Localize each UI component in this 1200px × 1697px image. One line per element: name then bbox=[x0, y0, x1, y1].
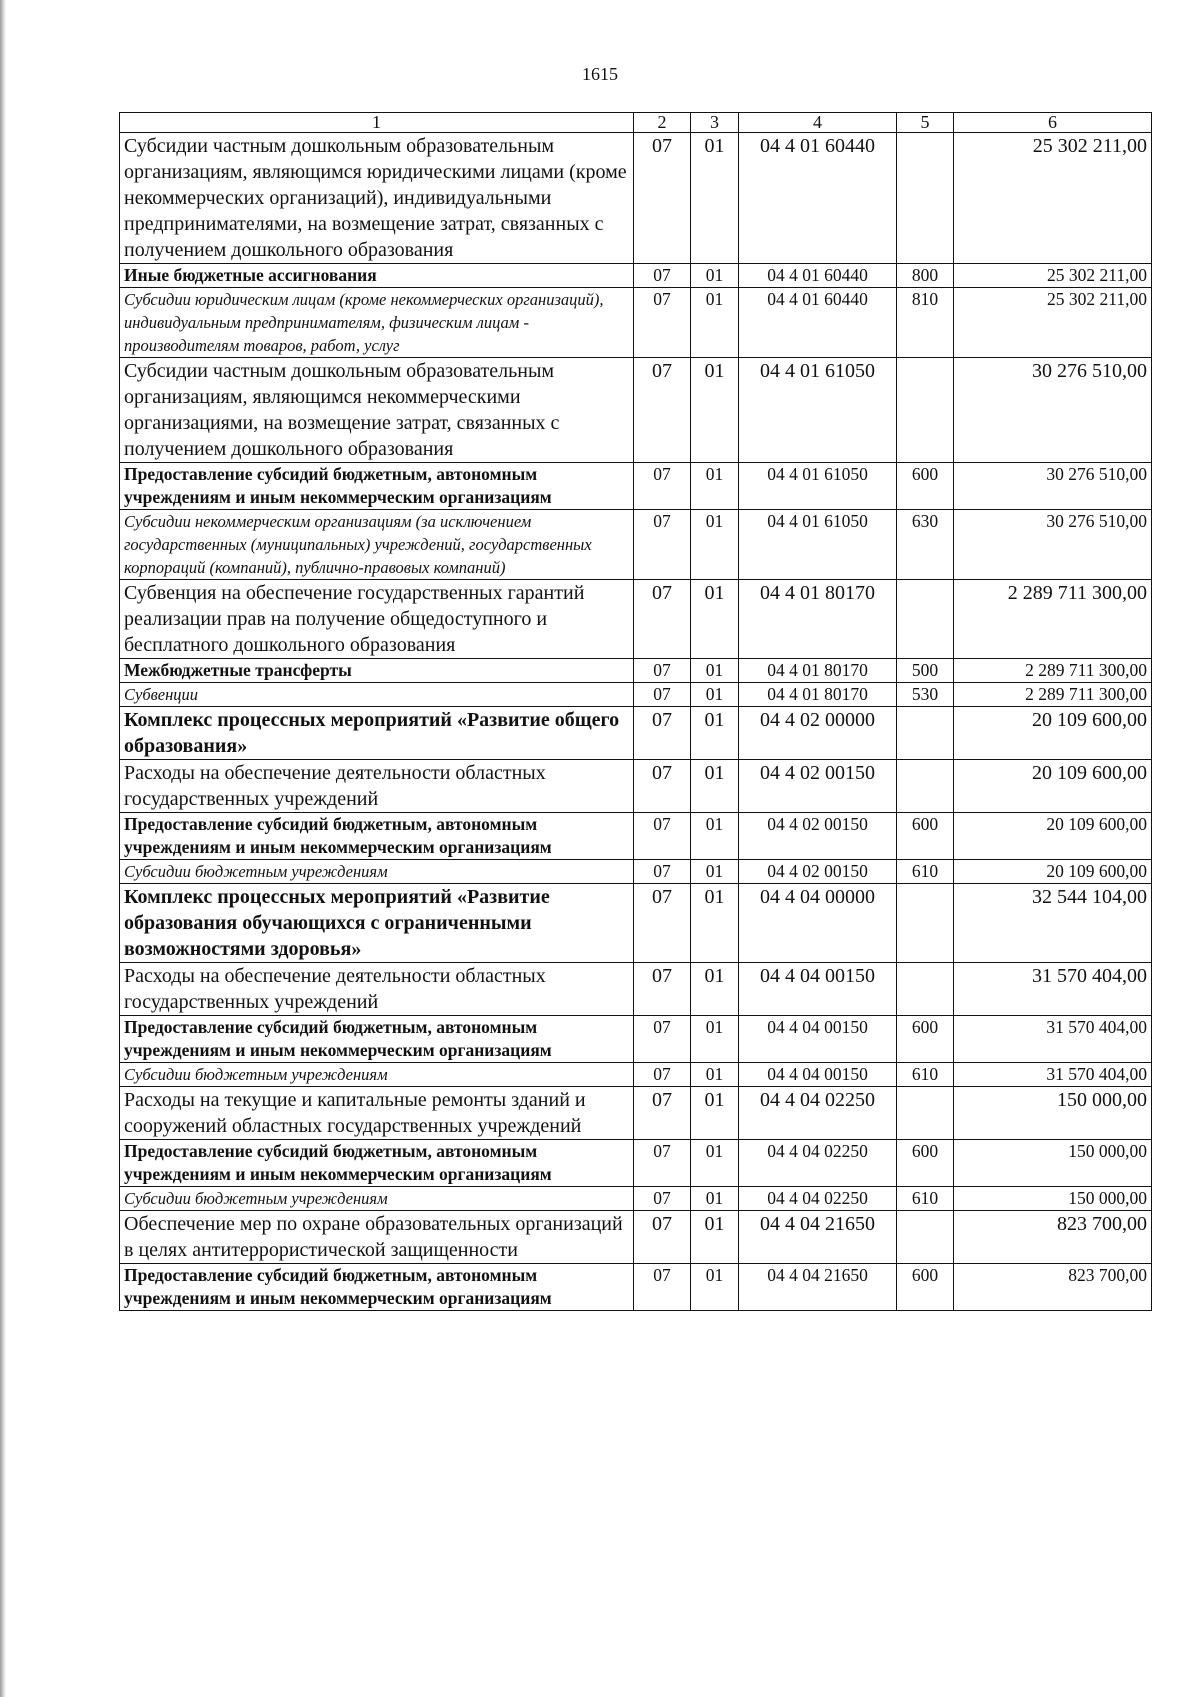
row-name-cell: Предоставление субсидий бюджетным, автономным учреждениям и иным некоммерческим организациям bbox=[120, 1016, 634, 1063]
row-subsection-cell: 01 bbox=[691, 884, 739, 963]
table-header-row bbox=[120, 113, 1152, 133]
row-amount-cell: 150 000,00 bbox=[954, 1140, 1152, 1187]
row-amount-cell: 25 302 211,00 bbox=[954, 288, 1152, 358]
row-expense-type-cell: 610 bbox=[897, 1063, 954, 1087]
row-amount-cell: 2 289 711 300,00 bbox=[954, 580, 1152, 659]
table-row bbox=[120, 1264, 1152, 1311]
table-row bbox=[120, 1140, 1152, 1187]
row-subsection-cell: 01 bbox=[691, 463, 739, 510]
table-row bbox=[120, 358, 1152, 463]
row-section-cell: 07 bbox=[634, 1087, 691, 1140]
row-subsection-cell: 01 bbox=[691, 1016, 739, 1063]
table-row bbox=[120, 963, 1152, 1016]
row-section-cell: 07 bbox=[634, 1211, 691, 1264]
row-amount-cell: 20 109 600,00 bbox=[954, 707, 1152, 760]
row-amount-cell: 31 570 404,00 bbox=[954, 1016, 1152, 1063]
row-section-cell: 07 bbox=[634, 760, 691, 813]
row-expense-type-cell bbox=[897, 884, 954, 963]
row-target-article-cell: 04 4 01 80170 bbox=[739, 580, 897, 659]
header-cell-pr: 3 bbox=[691, 113, 739, 133]
row-expense-type-cell: 810 bbox=[897, 288, 954, 358]
row-subsection-cell: 01 bbox=[691, 1211, 739, 1264]
row-amount-cell: 823 700,00 bbox=[954, 1211, 1152, 1264]
row-subsection-cell: 01 bbox=[691, 963, 739, 1016]
row-section-cell: 07 bbox=[634, 1187, 691, 1211]
row-section-cell: 07 bbox=[634, 1016, 691, 1063]
row-name-cell: Субсидии частным дошкольным образовательным организациям, являющимся некоммерческими организациями, на возмещение затрат, связанных с получением дошкольного образования bbox=[120, 358, 634, 463]
row-section-cell: 07 bbox=[634, 1264, 691, 1311]
row-expense-type-cell: 630 bbox=[897, 510, 954, 580]
row-subsection-cell: 01 bbox=[691, 813, 739, 860]
row-section-cell: 07 bbox=[634, 683, 691, 707]
table-row bbox=[120, 580, 1152, 659]
row-expense-type-cell: 600 bbox=[897, 463, 954, 510]
row-subsection-cell: 01 bbox=[691, 1264, 739, 1311]
row-expense-type-cell: 530 bbox=[897, 683, 954, 707]
row-section-cell: 07 bbox=[634, 884, 691, 963]
header-cell-name: 1 bbox=[120, 113, 634, 133]
row-name-cell: Субсидии бюджетным учреждениям bbox=[120, 860, 634, 884]
table-row bbox=[120, 1187, 1152, 1211]
row-subsection-cell: 01 bbox=[691, 1063, 739, 1087]
row-expense-type-cell bbox=[897, 580, 954, 659]
row-target-article-cell: 04 4 02 00000 bbox=[739, 707, 897, 760]
budget-table bbox=[119, 112, 1152, 1311]
row-name-cell: Субвенции bbox=[120, 683, 634, 707]
row-target-article-cell: 04 4 02 00150 bbox=[739, 813, 897, 860]
row-section-cell: 07 bbox=[634, 1063, 691, 1087]
row-subsection-cell: 01 bbox=[691, 510, 739, 580]
table-row bbox=[120, 659, 1152, 683]
row-amount-cell: 25 302 211,00 bbox=[954, 133, 1152, 264]
row-subsection-cell: 01 bbox=[691, 860, 739, 884]
row-name-cell: Субсидии бюджетным учреждениям bbox=[120, 1063, 634, 1087]
row-amount-cell: 20 109 600,00 bbox=[954, 760, 1152, 813]
table-row bbox=[120, 884, 1152, 963]
row-expense-type-cell: 500 bbox=[897, 659, 954, 683]
row-expense-type-cell: 600 bbox=[897, 1016, 954, 1063]
table-row bbox=[120, 288, 1152, 358]
row-amount-cell: 32 544 104,00 bbox=[954, 884, 1152, 963]
row-target-article-cell: 04 4 04 00150 bbox=[739, 1063, 897, 1087]
header-cell-rz: 2 bbox=[634, 113, 691, 133]
row-amount-cell: 30 276 510,00 bbox=[954, 510, 1152, 580]
table-row bbox=[120, 1063, 1152, 1087]
table-row bbox=[120, 813, 1152, 860]
row-subsection-cell: 01 bbox=[691, 133, 739, 264]
row-section-cell: 07 bbox=[634, 1140, 691, 1187]
row-target-article-cell: 04 4 04 00000 bbox=[739, 884, 897, 963]
row-amount-cell: 150 000,00 bbox=[954, 1187, 1152, 1211]
row-amount-cell: 823 700,00 bbox=[954, 1264, 1152, 1311]
row-target-article-cell: 04 4 04 21650 bbox=[739, 1264, 897, 1311]
header-cell-vr: 5 bbox=[897, 113, 954, 133]
row-expense-type-cell: 800 bbox=[897, 264, 954, 288]
row-amount-cell: 30 276 510,00 bbox=[954, 358, 1152, 463]
row-name-cell: Субсидии частным дошкольным образовательным организациям, являющимся юридическими лицами (кроме некоммерческих организаций), индивидуальными предпринимателями, на возмещение затрат, связанных с получением дошкольного образования bbox=[120, 133, 634, 264]
row-target-article-cell: 04 4 04 02250 bbox=[739, 1087, 897, 1140]
row-section-cell: 07 bbox=[634, 813, 691, 860]
row-name-cell: Расходы на обеспечение деятельности областных государственных учреждений bbox=[120, 760, 634, 813]
row-expense-type-cell bbox=[897, 1211, 954, 1264]
row-target-article-cell: 04 4 04 21650 bbox=[739, 1211, 897, 1264]
row-subsection-cell: 01 bbox=[691, 264, 739, 288]
row-amount-cell: 25 302 211,00 bbox=[954, 264, 1152, 288]
row-section-cell: 07 bbox=[634, 463, 691, 510]
row-name-cell: Предоставление субсидий бюджетным, автономным учреждениям и иным некоммерческим организациям bbox=[120, 463, 634, 510]
row-target-article-cell: 04 4 04 00150 bbox=[739, 963, 897, 1016]
row-section-cell: 07 bbox=[634, 659, 691, 683]
row-target-article-cell: 04 4 01 80170 bbox=[739, 659, 897, 683]
row-target-article-cell: 04 4 01 61050 bbox=[739, 463, 897, 510]
row-target-article-cell: 04 4 01 61050 bbox=[739, 510, 897, 580]
row-subsection-cell: 01 bbox=[691, 1140, 739, 1187]
row-name-cell: Субсидии некоммерческим организациям (за исключением государственных (муниципальных) учреждений, государственных корпораций (компаний), публично-правовых компаний) bbox=[120, 510, 634, 580]
table-row bbox=[120, 760, 1152, 813]
row-name-cell: Межбюджетные трансферты bbox=[120, 659, 634, 683]
row-expense-type-cell bbox=[897, 963, 954, 1016]
row-amount-cell: 30 276 510,00 bbox=[954, 463, 1152, 510]
row-name-cell: Иные бюджетные ассигнования bbox=[120, 264, 634, 288]
row-section-cell: 07 bbox=[634, 860, 691, 884]
row-expense-type-cell: 610 bbox=[897, 1187, 954, 1211]
row-expense-type-cell bbox=[897, 358, 954, 463]
row-amount-cell: 31 570 404,00 bbox=[954, 963, 1152, 1016]
row-expense-type-cell bbox=[897, 760, 954, 813]
row-name-cell: Субвенция на обеспечение государственных гарантий реализации прав на получение общедоступного и бесплатного дошкольного образования bbox=[120, 580, 634, 659]
row-section-cell: 07 bbox=[634, 288, 691, 358]
row-target-article-cell: 04 4 01 60440 bbox=[739, 288, 897, 358]
header-cell-csr: 4 bbox=[739, 113, 897, 133]
row-subsection-cell: 01 bbox=[691, 683, 739, 707]
row-target-article-cell: 04 4 02 00150 bbox=[739, 860, 897, 884]
table-row bbox=[120, 683, 1152, 707]
row-amount-cell: 150 000,00 bbox=[954, 1087, 1152, 1140]
row-subsection-cell: 01 bbox=[691, 707, 739, 760]
row-expense-type-cell bbox=[897, 1087, 954, 1140]
row-expense-type-cell bbox=[897, 133, 954, 264]
row-target-article-cell: 04 4 04 02250 bbox=[739, 1187, 897, 1211]
row-name-cell: Предоставление субсидий бюджетным, автономным учреждениям и иным некоммерческим организациям bbox=[120, 1264, 634, 1311]
row-amount-cell: 20 109 600,00 bbox=[954, 860, 1152, 884]
budget-table-body bbox=[120, 113, 1152, 1311]
table-row bbox=[120, 860, 1152, 884]
row-name-cell: Обеспечение мер по охране образовательных организаций в целях антитеррористической защищенности bbox=[120, 1211, 634, 1264]
row-target-article-cell: 04 4 01 60440 bbox=[739, 133, 897, 264]
row-name-cell: Субсидии бюджетным учреждениям bbox=[120, 1187, 634, 1211]
row-section-cell: 07 bbox=[634, 707, 691, 760]
row-expense-type-cell: 600 bbox=[897, 813, 954, 860]
row-section-cell: 07 bbox=[634, 580, 691, 659]
row-subsection-cell: 01 bbox=[691, 288, 739, 358]
scan-edge bbox=[0, 0, 6, 1697]
row-expense-type-cell: 610 bbox=[897, 860, 954, 884]
row-section-cell: 07 bbox=[634, 510, 691, 580]
row-expense-type-cell: 600 bbox=[897, 1264, 954, 1311]
table-row bbox=[120, 264, 1152, 288]
row-expense-type-cell bbox=[897, 707, 954, 760]
row-target-article-cell: 04 4 01 61050 bbox=[739, 358, 897, 463]
row-amount-cell: 2 289 711 300,00 bbox=[954, 659, 1152, 683]
row-name-cell: Предоставление субсидий бюджетным, автономным учреждениям и иным некоммерческим организациям bbox=[120, 813, 634, 860]
row-name-cell: Расходы на текущие и капитальные ремонты зданий и сооружений областных государственных учреждений bbox=[120, 1087, 634, 1140]
row-section-cell: 07 bbox=[634, 963, 691, 1016]
table-row bbox=[120, 707, 1152, 760]
row-name-cell: Расходы на обеспечение деятельности областных государственных учреждений bbox=[120, 963, 634, 1016]
row-section-cell: 07 bbox=[634, 133, 691, 264]
table-row bbox=[120, 1211, 1152, 1264]
row-subsection-cell: 01 bbox=[691, 1187, 739, 1211]
page-number: 1615 bbox=[582, 64, 618, 84]
row-target-article-cell: 04 4 04 00150 bbox=[739, 1016, 897, 1063]
table-row bbox=[120, 510, 1152, 580]
row-target-article-cell: 04 4 01 60440 bbox=[739, 264, 897, 288]
row-section-cell: 07 bbox=[634, 264, 691, 288]
row-subsection-cell: 01 bbox=[691, 1087, 739, 1140]
row-amount-cell: 2 289 711 300,00 bbox=[954, 683, 1152, 707]
row-name-cell: Комплекс процессных мероприятий «Развитие образования обучающихся с ограниченными возможностями здоровья» bbox=[120, 884, 634, 963]
row-target-article-cell: 04 4 01 80170 bbox=[739, 683, 897, 707]
row-target-article-cell: 04 4 04 02250 bbox=[739, 1140, 897, 1187]
row-subsection-cell: 01 bbox=[691, 760, 739, 813]
table-row bbox=[120, 1087, 1152, 1140]
row-name-cell: Субсидии юридическим лицам (кроме некоммерческих организаций), индивидуальным предпринимателям, физическим лицам - производителям товаров, работ, услуг bbox=[120, 288, 634, 358]
row-subsection-cell: 01 bbox=[691, 659, 739, 683]
row-section-cell: 07 bbox=[634, 358, 691, 463]
row-expense-type-cell: 600 bbox=[897, 1140, 954, 1187]
row-subsection-cell: 01 bbox=[691, 358, 739, 463]
row-target-article-cell: 04 4 02 00150 bbox=[739, 760, 897, 813]
table-row bbox=[120, 133, 1152, 264]
table-row bbox=[120, 463, 1152, 510]
row-name-cell: Комплекс процессных мероприятий «Развитие общего образования» bbox=[120, 707, 634, 760]
row-subsection-cell: 01 bbox=[691, 580, 739, 659]
row-amount-cell: 31 570 404,00 bbox=[954, 1063, 1152, 1087]
row-name-cell: Предоставление субсидий бюджетным, автономным учреждениям и иным некоммерческим организациям bbox=[120, 1140, 634, 1187]
header-cell-sum: 6 bbox=[954, 113, 1152, 133]
table-row bbox=[120, 1016, 1152, 1063]
row-amount-cell: 20 109 600,00 bbox=[954, 813, 1152, 860]
